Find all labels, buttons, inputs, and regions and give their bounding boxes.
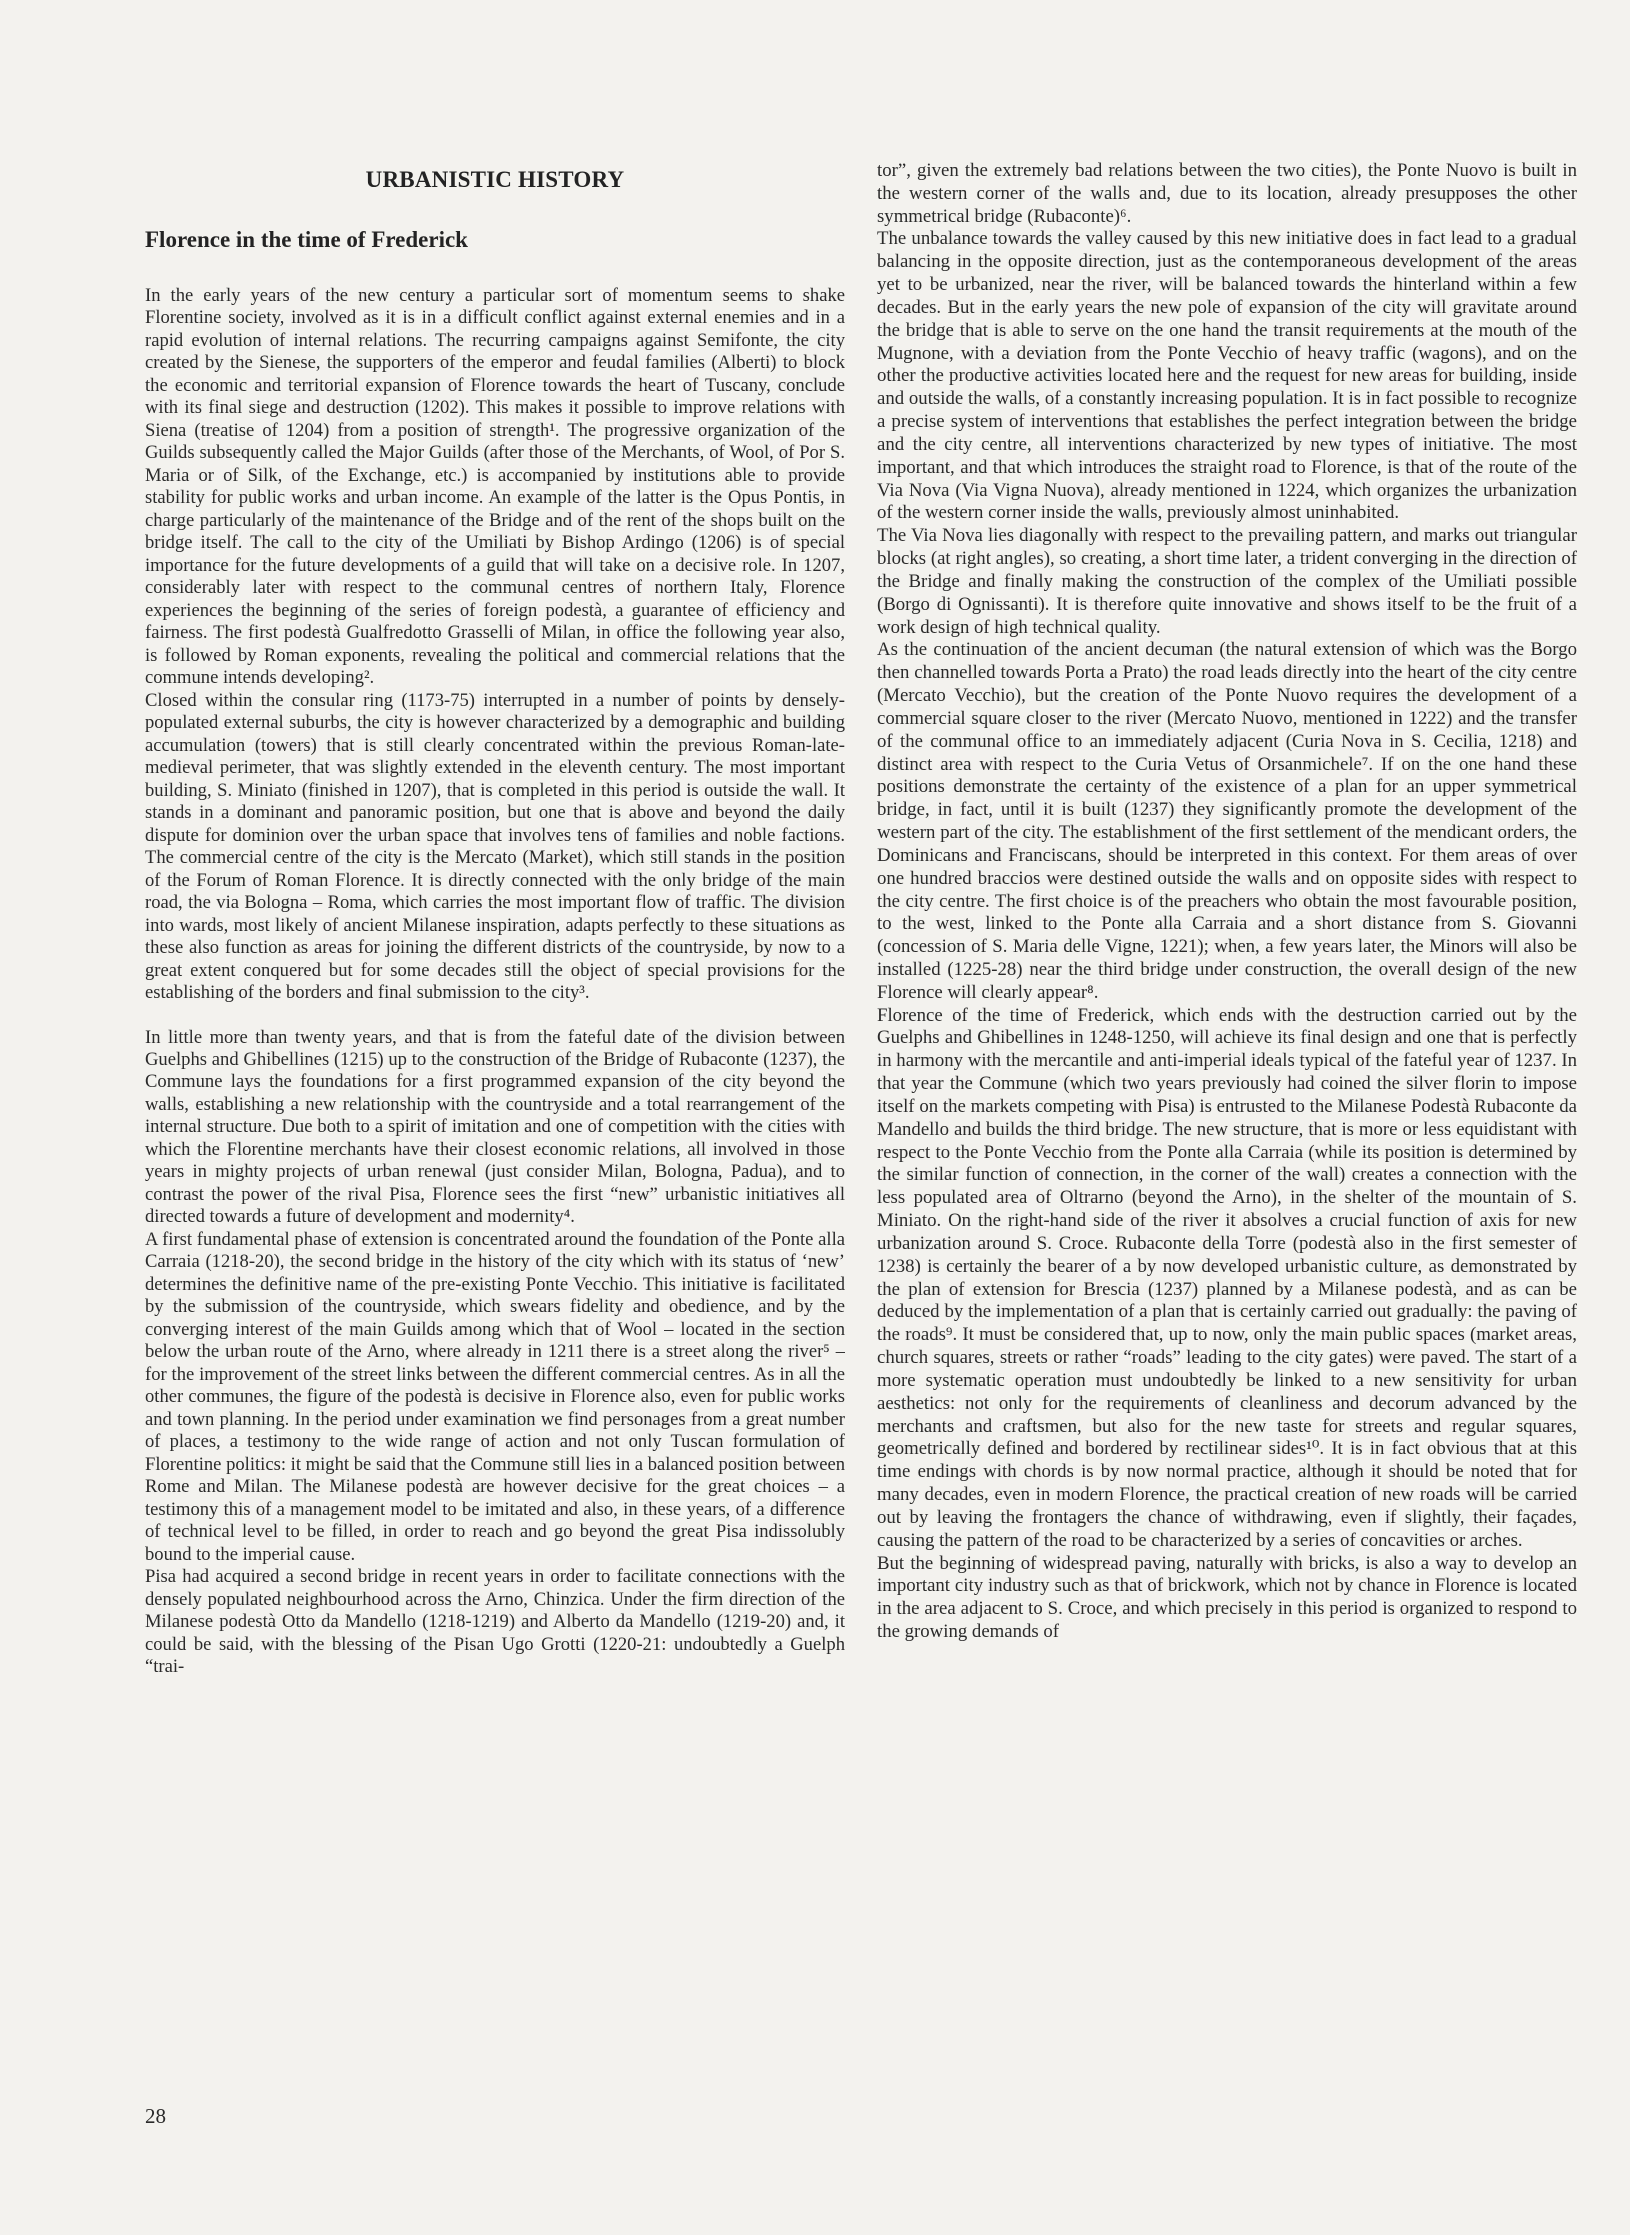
left-column (145, 155, 845, 2115)
paragraph: The unbalance towards the valley caused by this new initiative does in fact lead to a gradual balancing in the opposite direction, just as the contemporaneous development of the areas yet to be urbanized, near the river, will be balanced towards the hinterland within a few decades. But in the early years the new pole of expansion of the city will gravitate around the bridge that is able to serve on the one hand the transit requirements at the mouth of the Mugnone, with a deviation from the Ponte Vecchio of heavy traffic (wagons), and on the other the productive activities located here and the request for new areas for building, inside and outside the walls, of a constantly increasing population. It is in fact possible to recognize a precise system of interventions that establishes the perfect integration between the bridge and the city centre, all interventions characterized by new types of initiative. The most important, and that which introduces the straight road to Florence, is that of the route of the Via Nova (Via Vigna Nuova), already mentioned in 1224, which organizes the urbanization of the western corner inside the walls, previously almost uninhabited. (877, 228, 1577, 524)
page-number: 28 (145, 2104, 166, 2128)
paragraph: But the beginning of widespread paving, naturally with bricks, is also a way to develop an important city industry such as that of brickwork, which not by chance in Florence is located in the area adjacent to S. Croce, and which precisely in this period is organized to respond to the growing demands of (877, 1552, 1577, 1642)
paragraph: Pisa had acquired a second bridge in recent years in order to facilitate connections with the densely populated neighbourhood across the Arno, Chinzica. Under the firm direction of the Milanese podestà Otto da Mandello (1218-1219) and Alberto da Mandello (1219-20) and, it could be said, with the blessing of the Pisan Ugo Grotti (1220-21: undoubtedly a Guelph “trai- (145, 1566, 845, 1678)
paragraph: Florence of the time of Frederick, which ends with the destruction carried out by the Guelphs and Ghibellines in 1248-1250, will achieve its final design and one that is perfectly in harmony with the mercantile and anti-imperial ideals typical of the fateful year of 1237. In that year the Commune (which two years previously had coined the silver florin to impose itself on the markets competing with Pisa) is entrusted to the Milanese Podestà Rubaconte da Mandello and builds the third bridge. The new structure, that is more or less equidistant with respect to the Ponte Vecchio from the Ponte alla Carraia (while its position is determined by the similar function of connection, in the corner of the wall) creates a connection with the less populated area of Oltrarno (beyond the Arno), in the shelter of the mountain of S. Miniato. On the right-hand side of the river it absolves a crucial function of axis for new urbanization around S. Croce. Rubaconte della Torre (podestà also in the first semester of 1238) is certainly the bearer of a by now developed urbanistic culture, as demonstrated by the plan of extension for Brescia (1237) planned by a Milanese podestà, and as can be deduced by the implementation of a plan that is certainly carried out gradually: the paving of the roads⁹. It must be considered that, up to now, only the main public spaces (market areas, church squares, streets or rather “roads” leading to the city gates) were paved. The start of a more systematic operation must undoubtedly be linked to a new sensitivity for urban aesthetics: not only for the requirements of cleanliness and decorum advanced by the merchants and craftsmen, but also for the new taste for streets and regular squares, geometrically defined and bordered by rectilinear sides¹⁰. It is in fact obvious that at this time endings with chords is by now normal practice, although it should be noted that for many decades, even in modern Florence, the practical creation of new roads will be carried out by leaving the frontagers the chance of withdrawing, even if slightly, their façades, causing the pattern of the road to be characterized by a series of concavities or arches. (877, 1004, 1577, 1551)
paragraph: As the continuation of the ancient decuman (the natural extension of which was the Borgo then channelled towards Porta a Prato) the road leads directly into the heart of the city centre (Mercato Vecchio), but the creation of the Ponte Nuovo requires the development of a commercial square closer to the river (Mercato Nuovo, mentioned in 1222) and the transfer of the communal office to an immediately adjacent (Curia Nova in S. Cecilia, 1218) and distinct area with respect to the Curia Vetus of Orsanmichele⁷. If on the one hand these positions demonstrate the certainty of the existence of a plan for an upper symmetrical bridge, in fact, until it is built (1237) they significantly promote the development of the western part of the city. The establishment of the first settlement of the mendicant orders, the Dominicans and Franciscans, should be interpreted in this context. For them areas of over one hundred braccios were destined outside the walls and on opposite sides with respect to the city centre. The first choice is of the preachers who obtain the most favourable position, to the west, linked to the Ponte alla Carraia and a short distance from S. Giovanni (concession of S. Maria delle Vigne, 1221); when, a few years later, the Minors will also be installed (1225-28) near the third bridge under construction, the overall design of the new Florence will clearly appear⁸. (877, 639, 1577, 1003)
right-column (877, 160, 1577, 2120)
paragraph: Closed within the consular ring (1173-75) interrupted in a number of points by densely-populated external suburbs, the city is however characterized by a demographic and building accumulation (towers) that is still clearly concentrated within the previous Roman-late-medieval perimeter, that was slightly extended in the eleventh century. The most important building, S. Miniato (finished in 1207), that is completed in this period is outside the wall. It stands in a dominant and panoramic position, but one that is above and beyond the daily dispute for dominion over the urban space that involves tens of families and noble factions. The commercial centre of the city is the Mercato (Market), which still stands in the position of the Forum of Roman Florence. It is directly connected with the only bridge of the main road, the via Bologna – Roma, which carries the most important flow of traffic. The division into wards, most likely of ancient Milanese inspiration, adapts perfectly to these situations as these also function as areas for joining the different districts of the countryside, by now to a great extent conquered but for some decades still the object of special provisions for the establishing of the borders and final submission to the city³. (145, 689, 845, 1004)
chapter-subtitle: Florence in the time of Frederick (145, 227, 468, 252)
paragraph: The Via Nova lies diagonally with respect to the prevailing pattern, and marks out triangular blocks (at right angles), so creating, a short time later, a trident converging in the direction of the Bridge and finally making the construction of the complex of the Umiliati possible (Borgo di Ognissanti). It is therefore quite innovative and shows itself to be the fruit of a work design of high technical quality. (877, 525, 1577, 638)
paragraph: In the early years of the new century a particular sort of momentum seems to shake Florentine society, involved as it is in a difficult conflict against external enemies and in a rapid evolution of internal relations. The recurring campaigns against Semifonte, the city created by the Sienese, the supporters of the emperor and feudal families (Alberti) to block the economic and territorial expansion of Florence towards the heart of Tuscany, conclude with its final siege and destruction (1202). This makes it possible to improve relations with Siena (treatise of 1204) from a position of strength¹. The progressive organization of the Guilds subsequently called the Major Guilds (after those of the Merchants, of Wool, of Por S. Maria or of Silk, of the Exchange, etc.) is accompanied by institutions able to provide stability for public works and urban income. An example of the latter is the Opus Pontis, in charge particularly of the maintenance of the Bridge and of the rent of the shops built on the bridge itself. The call to the city of the Umiliati by Bishop Ardingo (1206) is of special importance for the future developments of a guild that will take on a decisive role. In 1207, considerably later with respect to the communal centres of northern Italy, Florence experiences the beginning of the series of foreign podestà, a guarantee of efficiency and fairness. The first podestà Gualfredotto Grasselli of Milan, in office the following year also, is followed by Roman exponents, revealing the political and commercial relations that the commune intends developing². (145, 285, 845, 689)
paragraph: A first fundamental phase of extension is concentrated around the foundation of the Ponte alla Carraia (1218-20), the second bridge in the history of the city which with its status of ‘new’ determines the definitive name of the pre-existing Ponte Vecchio. This initiative is facilitated by the submission of the countryside, which swears fidelity and obedience, and by the converging interest of the main Guilds among which that of Wool – located in the section below the urban route of the Arno, where already in 1211 there is a street along the river⁵ – for the improvement of the street links between the different commercial centres. As in all the other communes, the figure of the podestà is decisive in Florence also, even for public works and town planning. In the period under examination we find personages from a great number of places, a testimony to the wide range of action and not only Tuscan formulation of Florentine politics: it might be said that the Commune still lies in a balanced position between Rome and Milan. The Milanese podestà are however decisive for the great choices – a testimony this of a management model to be imitated and also, in these years, of a difference of technical level to be filled, in order to reach and go beyond the great Pisa indissolubly bound to the imperial cause. (145, 1228, 845, 1565)
paragraph: In little more than twenty years, and that is from the fateful date of the division between Guelphs and Ghibellines (1215) up to the construction of the Bridge of Rubaconte (1237), the Commune lays the foundations for a first programmed expansion of the city beyond the walls, establishing a new relationship with the countryside and a total rearrangement of the internal structure. Due both to a spirit of imitation and one of competition with the cities with which the Florentine merchants have their closest economic relations, all involved in those years in mighty projects of urban renewal (just consider Milan, Bologna, Padua), and to contrast the power of the rival Pisa, Florence sees the first “new” urbanistic initiatives all directed towards a future of development and modernity⁴. (145, 1026, 845, 1228)
paragraph: tor”, given the extremely bad relations between the two cities), the Ponte Nuovo is built in the western corner of the walls and, due to its location, already presupposes the other symmetrical bridge (Rubaconte)⁶. (877, 160, 1577, 227)
section-title: URBANISTIC HISTORY (365, 167, 625, 192)
